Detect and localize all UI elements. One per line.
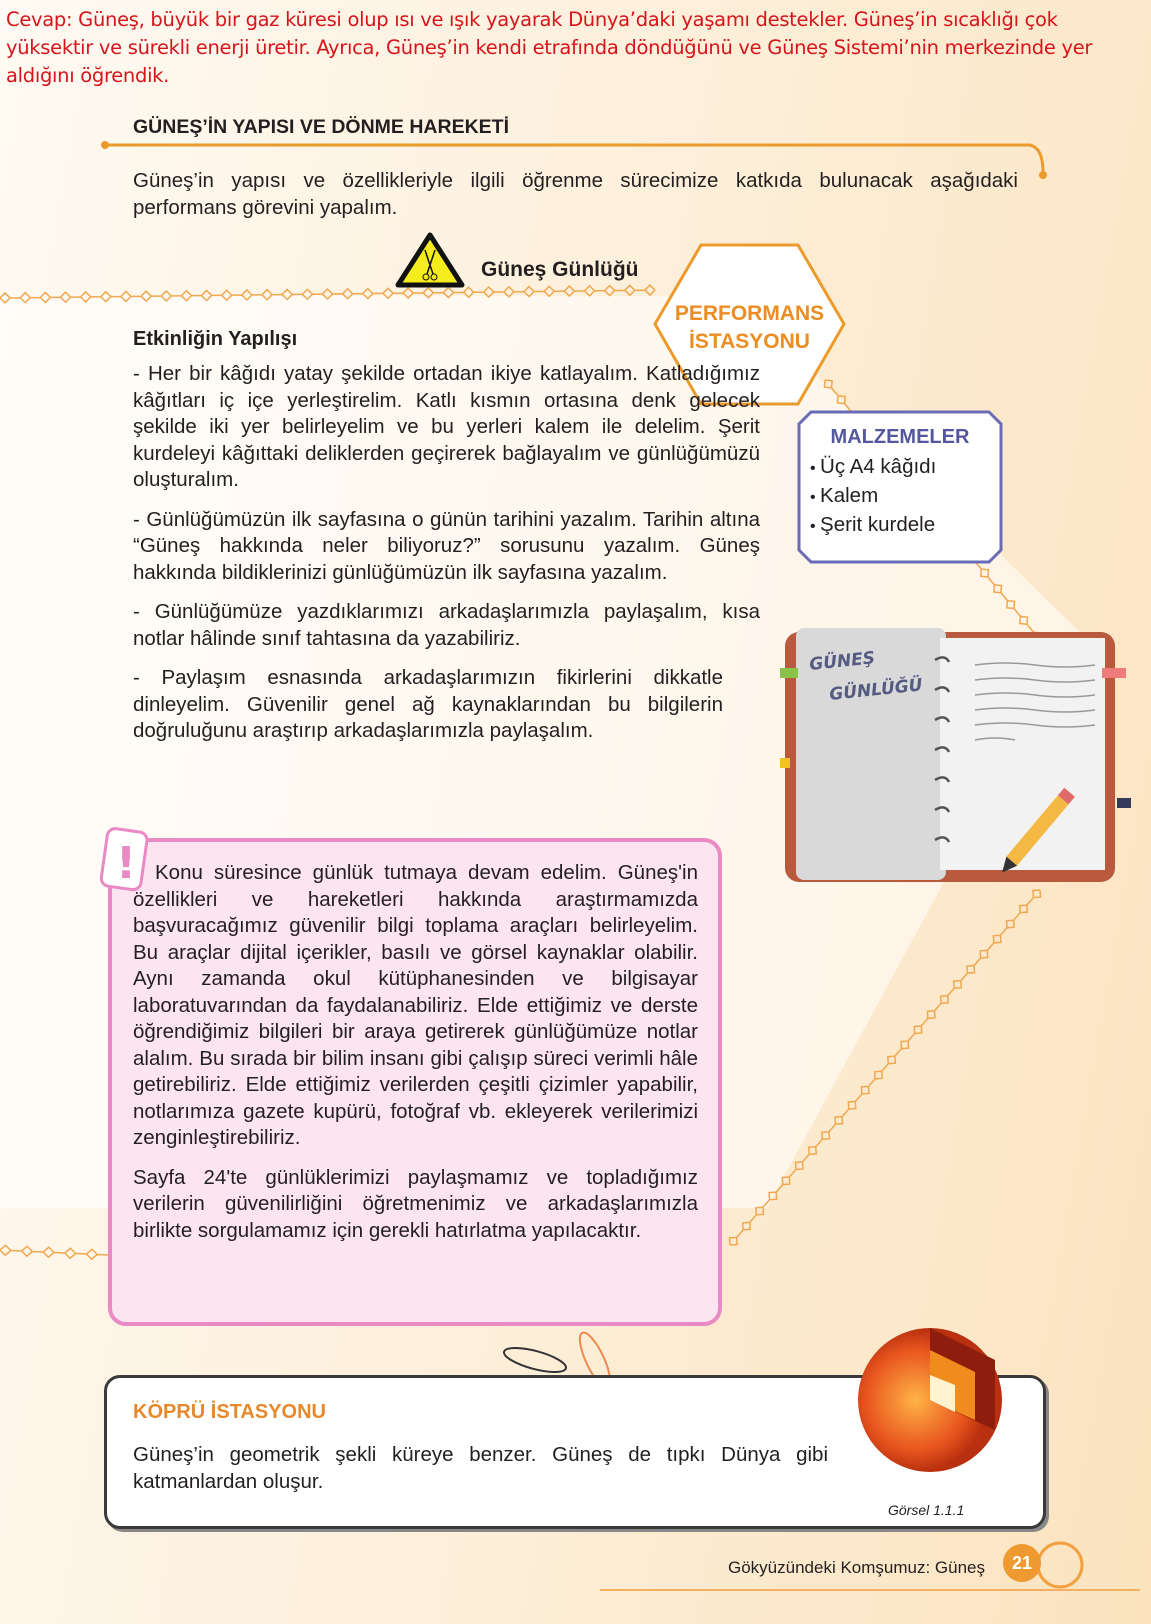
materials-content (810, 426, 990, 607)
footer-title: Gökyüzündeki Komşumuz: Güneş (728, 1558, 986, 1577)
bridge-heading: KÖPRÜ İSTASYONU (133, 1401, 326, 1423)
image-caption: Görsel 1.1.1 (888, 1502, 965, 1518)
materials-heading: MALZEMELER (830, 426, 970, 448)
reminder-text (133, 860, 698, 1257)
material-item: • Şerit kurdele (810, 511, 1016, 540)
performance-station-label (653, 300, 846, 356)
step-item: - Günlüğümüzün ilk sayfasına o günün tarihini yazalım. Tarihin altına “Güneş hakkında neler biliyoruz?” sorusunu yazalım. Güneş hakkında bildiklerinizi günlüğümüzün ilk sayfasına yazalım. (133, 507, 760, 584)
notebook-label: GÜNEŞ (808, 648, 877, 675)
svg-text:GÜNLÜĞÜ: GÜNLÜĞÜ (828, 675, 924, 705)
step-item: - Günlüğümüze yazdıklarımızı arkadaşlarımızla paylaşalım, kısa notlar hâlinde sınıf tahtasına da yazabiliriz. (133, 600, 760, 650)
intro-text: Güneş’in yapısı ve özellikleriyle ilgili öğrenme sürecimize katkıda bulunacak aşağıdaki performans görevini yapalım. (133, 169, 1018, 219)
warning-scissors-icon (395, 232, 465, 288)
bridge-text: Güneş’in geometrik şekli küreye benzer. Güneş de tıpkı Dünya gibi katmanlardan oluşur. (133, 1443, 828, 1493)
step-item: - Her bir kâğıdı yatay şekilde ortadan ikiye katlayalım. Katladığımız kâğıtları iç içe yerleştirelim. Katlı kısmın ortasına denk gelecek şekilde iki yer belirleyelim ve bu yerleri kalem ile delelim. Şerit kurdeleyi kâğıttaki deliklerden geçirerek bağlayalım ve günlüğümüzü oluşturalım. (133, 362, 760, 491)
section-title: GÜNEŞ’İN YAPISI VE DÖNME HAREKETİ (133, 116, 509, 138)
material-item: • Kalem (810, 482, 1016, 511)
step-item: - Paylaşım esnasında arkadaşlarımızın fikirlerini dikkatle dinleyelim. Güvenilir genel ağ kaynaklarından bu bilgilerin doğruluğunu araştırıp arkadaşlarımızla paylaşalım. (133, 666, 723, 742)
svg-text:!: ! (116, 838, 137, 889)
steps-list (133, 361, 760, 758)
sun-layers-image (830, 1315, 1035, 1475)
reminder-paragraph: Konu süresince günlük tutmaya devam edelim. Güneş'in özellikleri ve hareketleri hakkında araştırmamızda başvuracağımız güvenilir bilgi toplama araçları belirleyelim. Bu araçlar dijital içerikler, basılı ve görsel kaynaklar olabilir. Aynı zamanda okul kütüphanesinden ve bilgisayar laboratuvarından da faydalanabiliriz. Elde ettiğimiz ve derste öğrendiğimiz bilgileri bir araya getirerek günlüğümüze notlar alalım. Bu sırada bir bilim insanı gibi çalışıp süreci verimli hâle getirebiliriz. Elde ettiğimiz verilerden çeşitli çizimler yapabilir, notlarımıza gazete kupürü, fotoğraf vb. ekleyerek verilerimizi zenginleştirebiliriz. (133, 861, 698, 1149)
station-line2: İSTASYONU (689, 330, 810, 353)
answer-text: Cevap: Güneş, büyük bir gaz küresi olup ısı ve ışık yayarak Dünya’daki yaşamı destekler. Güneş’in sıcaklığı çok yüksektir ve sürekli enerji üretir. Ayrıca, Güneş’in kendi etrafında döndüğünü ve Güneş Sistemi’nin merkezinde yer aldığını öğrendik. (6, 8, 1093, 87)
material-item: • Üç A4 kâğıdı (810, 453, 1016, 482)
notebook-illustration (780, 620, 1140, 905)
activity-title: Güneş Günlüğü (481, 258, 639, 281)
station-line1: PERFORMANS (674, 302, 825, 325)
reminder-paragraph: Sayfa 24'te günlüklerimizi paylaşmamız ve topladığımız verilerin güvenilirliğini öğretmenimiz ve arkadaşlarımızla birlikte sorgulamamız için gerekli hatırlatma yapılacaktır. (133, 1165, 698, 1242)
page-number: 21 (1003, 1544, 1041, 1582)
steps-heading: Etkinliğin Yapılışı (133, 328, 298, 350)
